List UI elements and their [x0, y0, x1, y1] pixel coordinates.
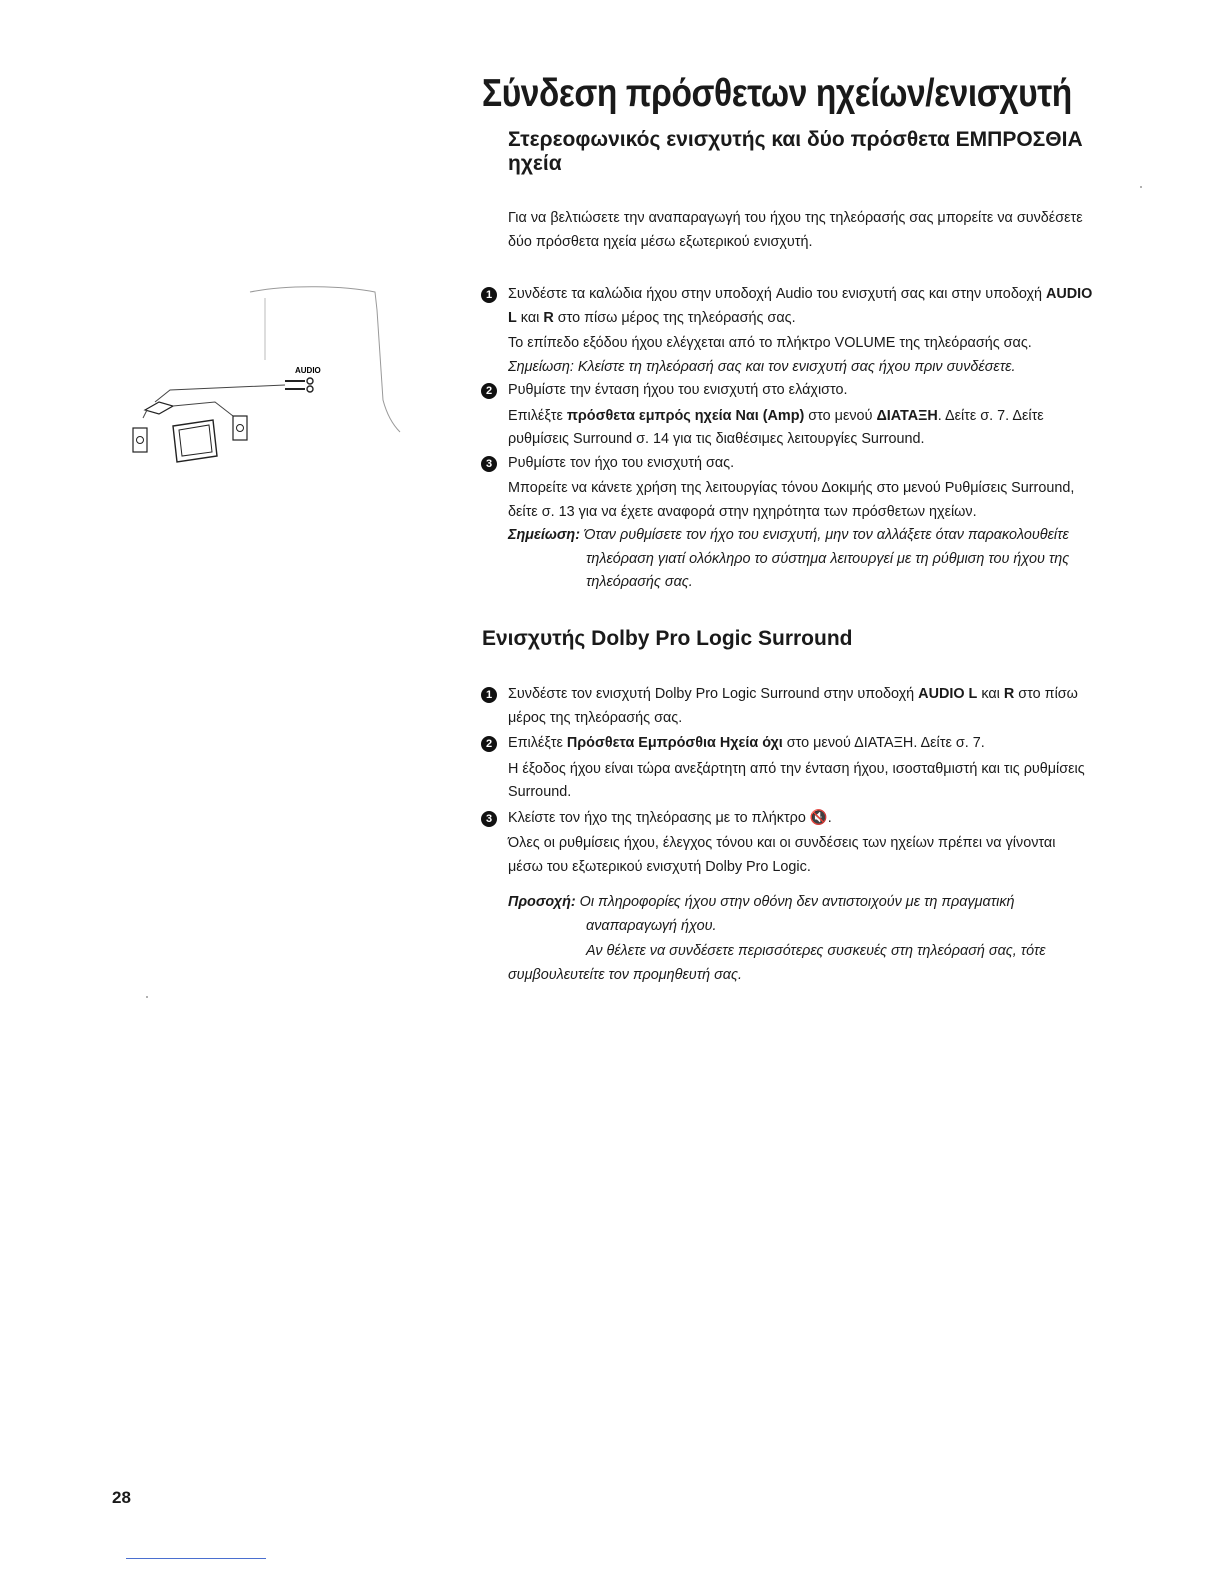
section2-step-3 — [485, 807, 1093, 880]
section1-intro: Για να βελτιώσετε την αναπαραγωγή του ήχου της τηλεόρασής σας μπορείτε να συνδέσετε δύο πρόσθετα ηχεία μέσω εξωτερικού ενισχυτή. — [508, 210, 1083, 250]
section1-intro-block — [508, 207, 1093, 254]
speaker-cable-right — [173, 402, 233, 416]
step-text: Συνδέστε τα καλώδια ήχου στην υποδοχή Audio του ενισχυτή σας και στην υποδοχή AUDIO L και R στο πίσω μέρος της τηλεόρασής σας. — [508, 286, 1093, 326]
step-number-2: 2 — [481, 736, 497, 752]
section1-title: Στερεοφωνικός ενισχυτής και δύο πρόσθετα ΕΜΠΡΟΣΘΙΑ ηχεία — [508, 128, 1083, 175]
step-text: Επιλέξτε Πρόσθετα Εμπρόσθια Ηχεία όχι στο μενού ΔΙΑΤΑΞΗ. Δείτε σ. 7. — [508, 735, 985, 751]
audio-jacks-icon — [285, 378, 313, 392]
step-text: Συνδέστε τον ενισχυτή Dolby Pro Logic Surround στην υποδοχή AUDIO L και R στο πίσω μέρος της τηλεόρασής σας. — [508, 686, 1078, 726]
step-number-1: 1 — [481, 687, 497, 703]
scan-speck — [1140, 186, 1142, 188]
section1-step-3 — [485, 452, 1093, 595]
caution-more: Αν θέλετε να συνδέσετε περισσότερες συσκευές στη τηλεόρασή σας, τότε συμβουλευτείτε τον προμηθευτή σας. — [508, 943, 1046, 983]
caution-block — [508, 891, 1093, 987]
step-extra: Επιλέξτε πρόσθετα εμπρός ηχεία Ναι (Amp) στο μενού ΔΙΑΤΑΞΗ. Δείτε σ. 7. Δείτε ρυθμίσεις Surround σ. 14 για τις διαθέσιμες λειτουργίες Surround. — [508, 407, 1044, 447]
scan-speck — [146, 996, 148, 998]
step-number-3: 3 — [481, 456, 497, 472]
step-extra: Η έξοδος ήχου είναι τώρα ανεξάρτητη από την ένταση ήχου, ισοσταθμιστή και τις ρυθμίσεις Surround. — [508, 760, 1085, 800]
section2-steps — [485, 683, 1093, 987]
left-speaker-icon — [133, 428, 147, 452]
right-speaker-icon — [233, 416, 247, 440]
audio-label: AUDIO — [295, 366, 321, 375]
step-number-1: 1 — [481, 287, 497, 303]
page-number: 28 — [112, 1488, 131, 1507]
tv-icon — [173, 420, 217, 462]
footer-rule — [126, 1558, 266, 1559]
section1-step-2 — [485, 379, 1093, 452]
step-note: Σημείωση: Κλείστε τη τηλεόρασή σας και τον ενισχυτή σας ήχου πριν συνδέσετε. — [508, 358, 1016, 375]
step-number-2: 2 — [481, 383, 497, 399]
caution-note: Προσοχή: Οι πληροφορίες ήχου στην οθόνη δεν αντιστοιχούν με τη πραγματική αναπαραγωγή ήχου. — [508, 894, 1015, 934]
section2-step-1 — [485, 683, 1093, 730]
amplifier-icon — [145, 402, 173, 414]
step-text: Ρυθμίστε τον ήχο του ενισχυτή σας. — [508, 454, 735, 471]
step-number-3: 3 — [481, 811, 497, 827]
section1-steps — [485, 283, 1093, 595]
speaker-cable-left — [143, 410, 147, 418]
step-text: Κλείστε τον ήχο της τηλεόρασης με το πλήκτρο 🔇. — [508, 809, 832, 826]
step-extra: Το επίπεδο εξόδου ήχου ελέγχεται από το πλήκτρο VOLUME της τηλεόρασής σας. — [508, 335, 1032, 351]
tv-back-outline — [250, 287, 400, 432]
step-note: Σημείωση: Όταν ρυθμίσετε τον ήχο του ενισχυτή, μην τον αλλάξετε όταν παρακολουθείτε τηλεόραση γιατί ολόκληρο το σύστημα λειτουργεί με τη ρύθμιση του ήχου της τηλεόρασής σας. — [508, 527, 1070, 590]
audio-cable — [155, 385, 285, 402]
mute-icon: 🔇 — [809, 809, 828, 826]
step-extra: Όλες οι ρυθμίσεις ήχου, έλεγχος τόνου και οι συνδέσεις των ηχείων πρέπει να γίνονται μέσω του εξωτερικού ενισχυτή Dolby Pro Logic. — [508, 835, 1056, 875]
connection-diagram — [125, 280, 405, 480]
section1-step-1 — [485, 283, 1093, 379]
step-text: Ρυθμίστε την ένταση ήχου του ενισχυτή στο ελάχιστο. — [508, 382, 848, 398]
step-extra: Μπορείτε να κάνετε χρήση της λειτουργίας τόνου Δοκιμής στο μενού Ρυθμίσεις Surround, δείτε σ. 13 για να έχετε αναφορά στην ηχηρότητα των πρόσθετων ηχείων. — [508, 480, 1075, 520]
section2-title: Ενισχυτής Dolby Pro Logic Surround — [482, 627, 853, 650]
section2-step-2 — [485, 732, 1093, 805]
page-title: Σύνδεση πρόσθετων ηχείων/ενισχυτή — [482, 72, 1072, 115]
